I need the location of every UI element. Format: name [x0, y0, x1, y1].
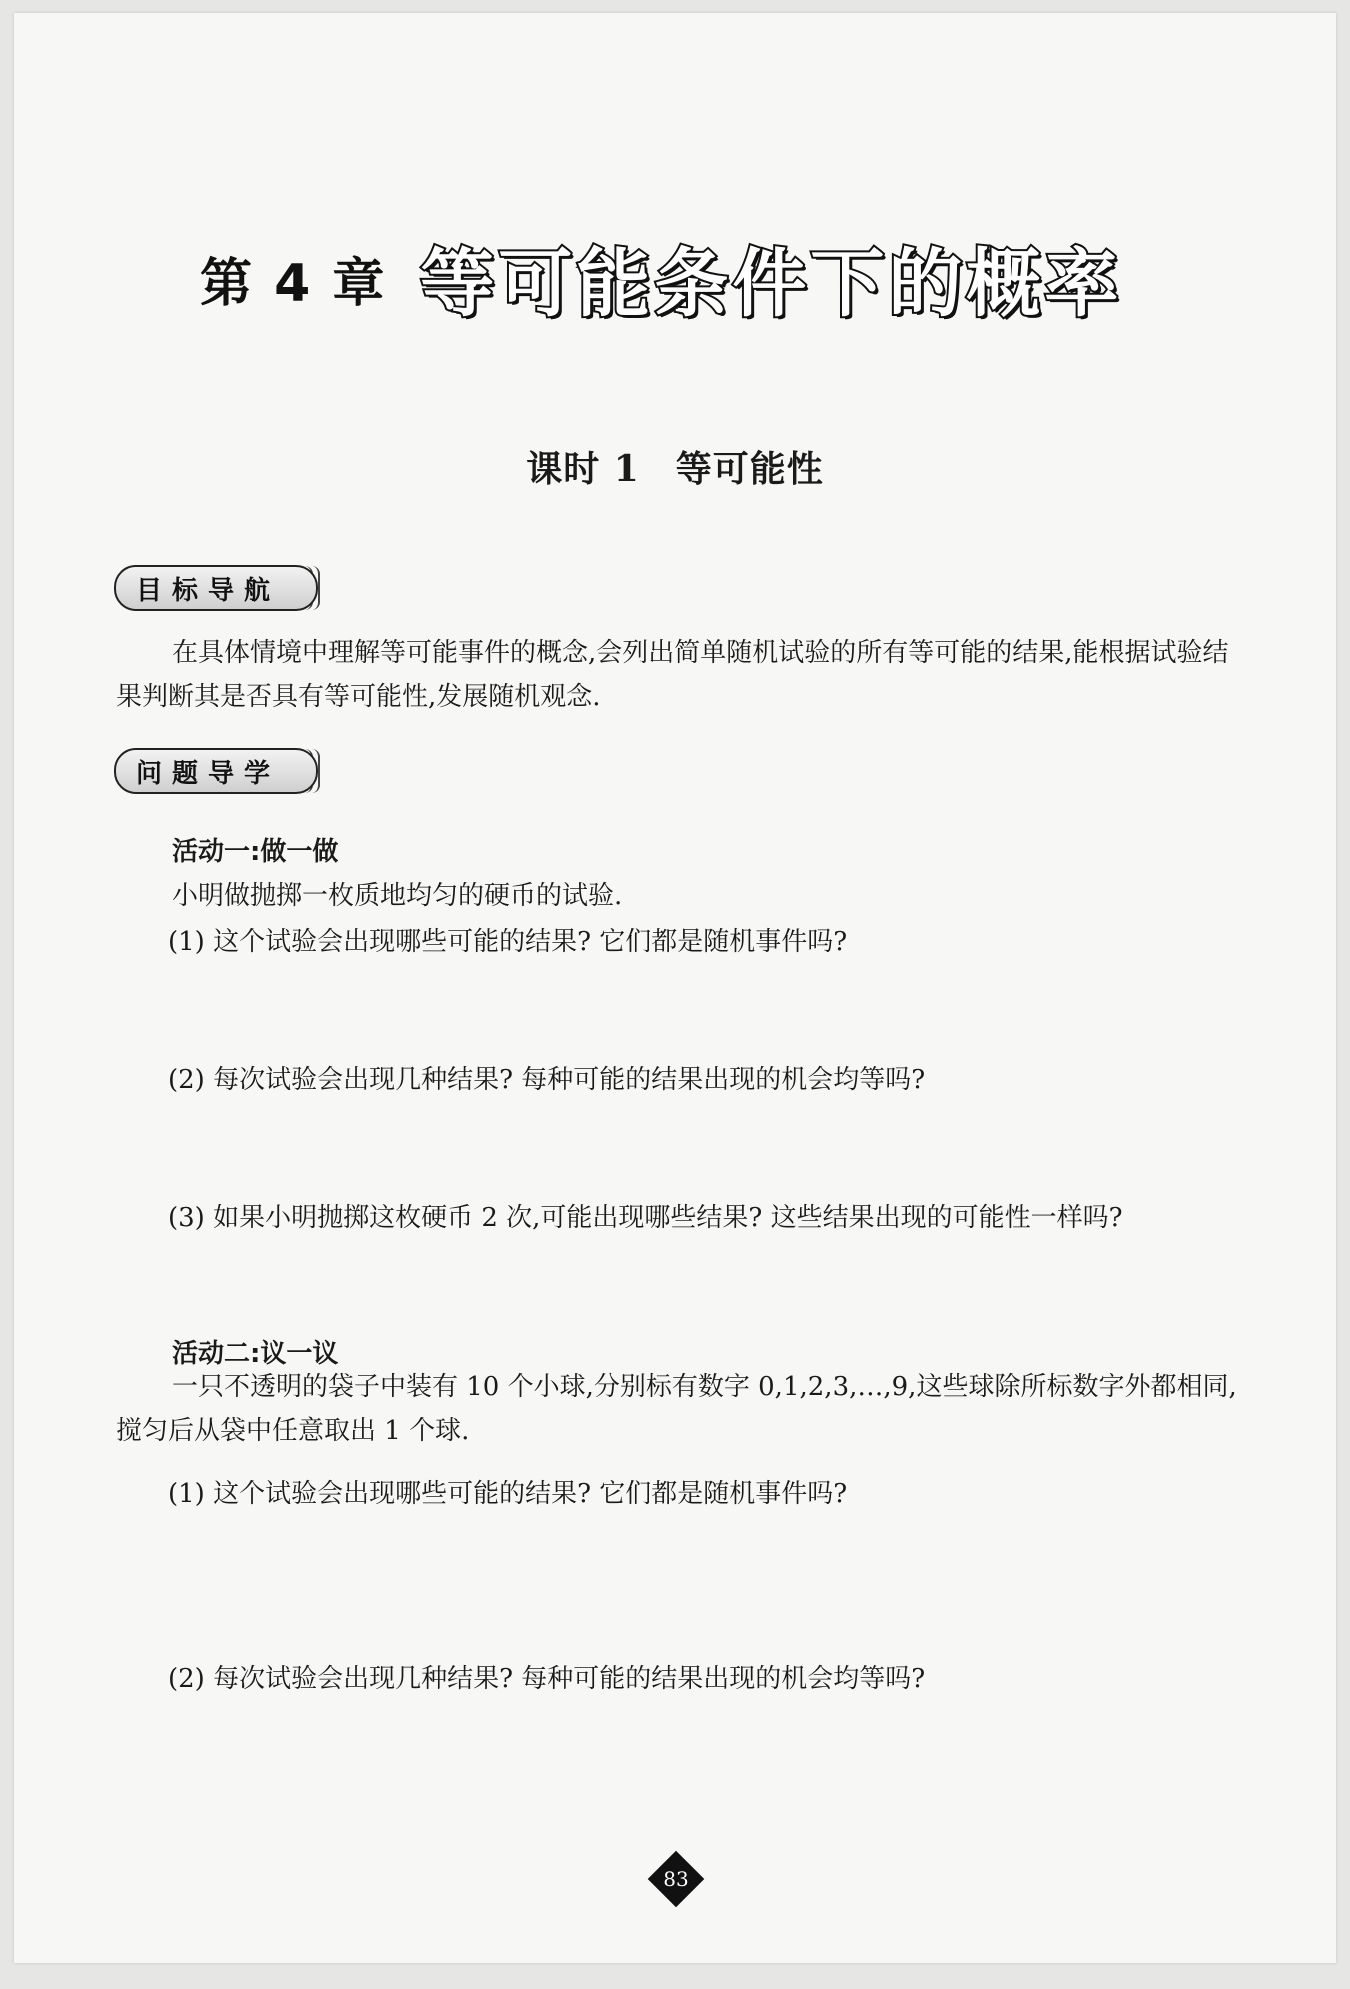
activity-one-question-3: (3) 如果小明抛掷这枚硬币 2 次,可能出现哪些结果? 这些结果出现的可能性一样吗?	[168, 1203, 1123, 1233]
activity-one-intro: 小明做抛掷一枚质地均匀的硬币的试验.	[172, 881, 623, 911]
page-number: 83	[663, 1867, 689, 1891]
activity-one-question-1: (1) 这个试验会出现哪些可能的结果? 它们都是随机事件吗?	[168, 927, 848, 957]
goals-label: 目标导航	[114, 565, 318, 611]
lesson-heading	[14, 441, 1336, 492]
activity-two-title: 活动二:议一议	[172, 1339, 339, 1369]
section-tag-questions	[114, 748, 320, 794]
goals-paragraph: 在具体情境中理解等可能事件的概念,会列出简单随机试验的所有等可能的结果,能根据试验结果判断其是否具有等可能性,发展随机观念.	[116, 638, 1229, 712]
chapter-heading	[200, 225, 1122, 331]
textbook-page	[14, 13, 1336, 1963]
lesson-name: 等可能性	[675, 448, 824, 490]
lesson-number: 课时 1	[526, 448, 640, 490]
activity-two-intro: 一只不透明的袋子中装有 10 个小球,分别标有数字 0,1,2,3,…,9,这些球除所标数字外都相同,搅匀后从袋中任意取出 1 个球.	[116, 1372, 1237, 1446]
questions-label: 问题导学	[114, 748, 318, 794]
chapter-title: 等可能条件下的概率	[420, 241, 1123, 327]
activity-one-title: 活动一:做一做	[172, 837, 339, 867]
section-tag-goals	[114, 565, 320, 611]
activity-two-question-1: (1) 这个试验会出现哪些可能的结果? 它们都是随机事件吗?	[168, 1479, 848, 1509]
chapter-number: 第 4 章	[200, 253, 387, 314]
page-number-badge	[650, 1853, 702, 1905]
activity-one-question-2: (2) 每次试验会出现几种结果? 每种可能的结果出现的机会均等吗?	[168, 1065, 926, 1095]
activity-two-question-2: (2) 每次试验会出现几种结果? 每种可能的结果出现的机会均等吗?	[168, 1664, 926, 1694]
